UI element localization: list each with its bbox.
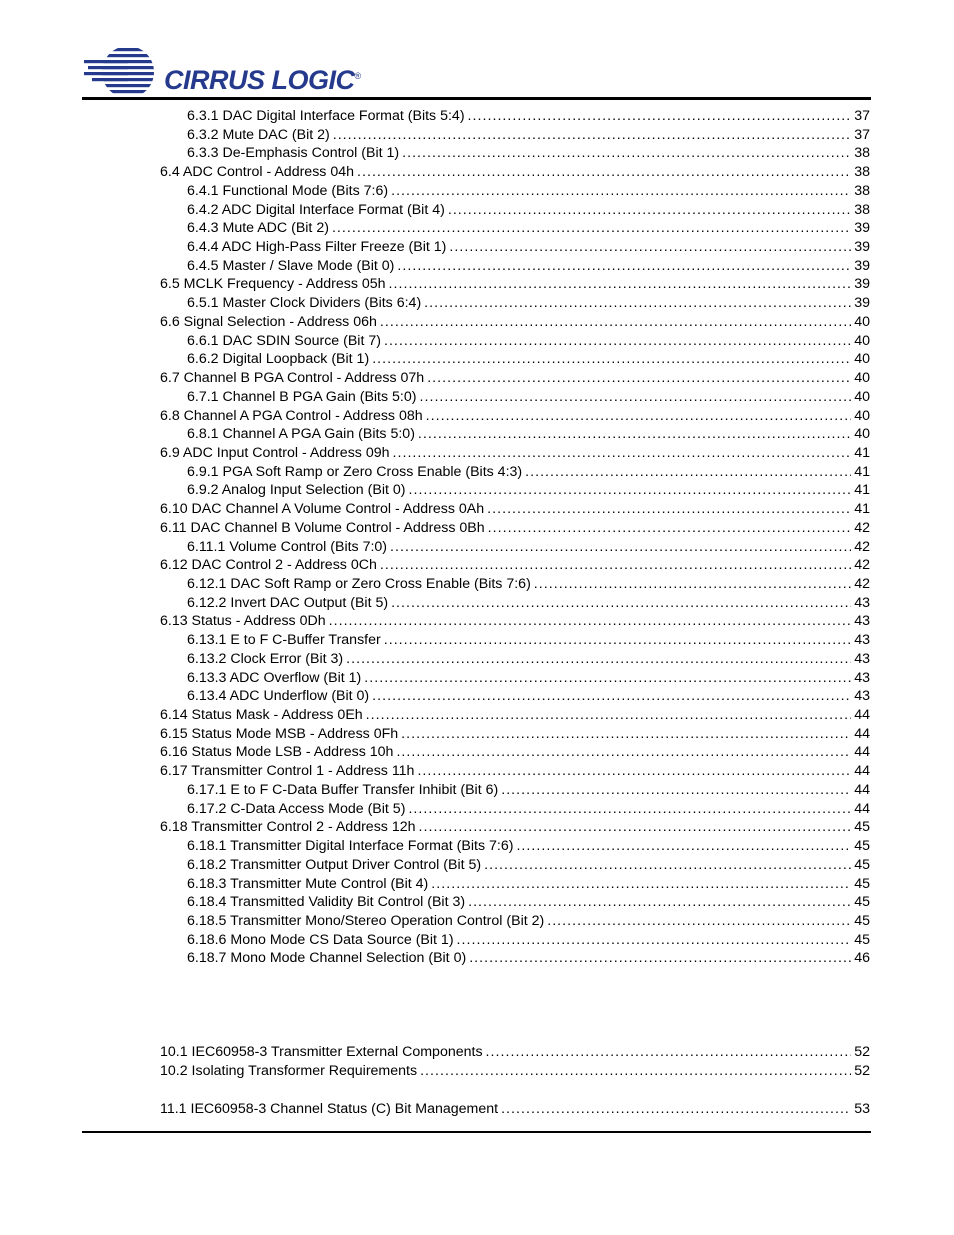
toc-entry-title: 6.12.1 DAC Soft Ramp or Zero Cross Enable (Bits 7:6) bbox=[187, 576, 531, 592]
registered-mark: ® bbox=[354, 71, 361, 81]
toc-leader-dots bbox=[372, 350, 851, 369]
toc-entry-title: 6.9 ADC Input Control - Address 09h bbox=[160, 444, 390, 461]
toc-leader-dots bbox=[469, 949, 851, 968]
toc-leader-dots bbox=[457, 931, 852, 950]
toc-leader-dots bbox=[487, 500, 851, 519]
toc-entry-title: 6.7 Channel B PGA Control - Address 07h bbox=[160, 370, 425, 387]
toc-entry-page: 40 bbox=[854, 388, 870, 405]
toc-leader-dots bbox=[418, 425, 851, 444]
toc-entry[interactable] bbox=[187, 594, 870, 613]
toc-entry-title: 6.9.1 PGA Soft Ramp or Zero Cross Enable (Bits 4:3) bbox=[187, 463, 523, 480]
toc-entry-page: 45 bbox=[854, 931, 870, 948]
toc-entry[interactable] bbox=[160, 163, 870, 182]
toc-leader-dots bbox=[390, 538, 851, 557]
toc-entry-page: 38 bbox=[854, 164, 870, 181]
toc-leader-dots bbox=[332, 219, 851, 238]
toc-leader-dots bbox=[380, 556, 851, 575]
toc-entry-page: 40 bbox=[854, 313, 870, 330]
toc-leader-dots bbox=[389, 275, 852, 294]
toc-leader-dots bbox=[501, 1100, 851, 1119]
toc-entry-page: 38 bbox=[854, 145, 870, 162]
toc-leader-dots bbox=[401, 725, 851, 744]
toc-entry-title: 11.1 IEC60958-3 Channel Status (C) Bit Management bbox=[160, 1101, 499, 1117]
toc-entry-title: 6.3.3 De-Emphasis Control (Bit 1) bbox=[187, 145, 400, 162]
toc-entry-title: 6.4.4 ADC High-Pass Filter Freeze (Bit 1) bbox=[187, 239, 447, 256]
toc-leader-dots bbox=[534, 575, 851, 594]
toc-entry[interactable] bbox=[160, 369, 870, 388]
toc-entry[interactable] bbox=[160, 556, 870, 575]
toc-entry[interactable] bbox=[187, 257, 870, 276]
toc-entry-title: 6.18.4 Transmitted Validity Bit Control (Bit 3) bbox=[187, 894, 466, 911]
toc-entry-page: 44 bbox=[854, 707, 870, 724]
toc-entry[interactable] bbox=[160, 444, 870, 463]
toc-entry-page: 43 bbox=[854, 650, 870, 667]
toc-entry[interactable] bbox=[187, 949, 870, 968]
toc-entry-page: 44 bbox=[854, 763, 870, 780]
brand-name: CIRRUS LOGIC bbox=[164, 65, 355, 95]
toc-entry[interactable] bbox=[160, 519, 870, 538]
toc-entry-title: 6.18.2 Transmitter Output Driver Control (Bit 5) bbox=[187, 856, 482, 873]
toc-entry-page: 38 bbox=[854, 201, 870, 218]
toc-entry[interactable] bbox=[187, 201, 870, 220]
toc-entry[interactable] bbox=[187, 425, 870, 444]
toc-entry-title: 6.4.3 Mute ADC (Bit 2) bbox=[187, 220, 329, 237]
toc-entry[interactable] bbox=[187, 837, 870, 856]
toc-entry-page: 46 bbox=[854, 950, 870, 967]
toc-entry[interactable] bbox=[160, 1100, 870, 1119]
toc-leader-dots bbox=[372, 687, 851, 706]
toc-leader-dots bbox=[420, 388, 852, 407]
toc-leader-dots bbox=[486, 1043, 852, 1062]
toc-entry-title: 6.10 DAC Channel A Volume Control - Address 0Ah bbox=[160, 501, 485, 518]
toc-entry[interactable] bbox=[160, 818, 870, 837]
toc-entry-page: 45 bbox=[854, 875, 870, 892]
toc-leader-dots bbox=[408, 481, 851, 500]
toc-entry-page: 41 bbox=[854, 463, 870, 480]
toc-entry-title: 6.3.1 DAC Digital Interface Format (Bits 5:4) bbox=[187, 108, 465, 124]
toc-leader-dots bbox=[396, 743, 851, 762]
toc-entry-title: 6.14 Status Mask - Address 0Eh bbox=[160, 707, 363, 724]
toc-entry-title: 6.4.2 ADC Digital Interface Format (Bit 4) bbox=[187, 201, 445, 218]
toc-leader-dots bbox=[391, 594, 851, 613]
toc-entry[interactable] bbox=[160, 1062, 870, 1081]
toc-leader-dots bbox=[397, 257, 851, 276]
toc-entry[interactable] bbox=[187, 893, 870, 912]
toc-entry[interactable] bbox=[160, 725, 870, 744]
toc-entry[interactable] bbox=[187, 687, 870, 706]
header-rule bbox=[82, 97, 871, 100]
toc-entry-title: 6.12.2 Invert DAC Output (Bit 5) bbox=[187, 594, 389, 611]
toc-leader-dots bbox=[402, 144, 851, 163]
toc-leader-dots bbox=[448, 201, 851, 220]
toc-leader-dots bbox=[384, 631, 851, 650]
toc-entry-title: 6.18.1 Transmitter Digital Interface Format (Bits 7:6) bbox=[187, 838, 514, 855]
toc-entry-page: 45 bbox=[854, 894, 870, 911]
toc-entry-title: 6.12 DAC Control 2 - Address 0Ch bbox=[160, 557, 377, 574]
toc-entry[interactable] bbox=[187, 856, 870, 875]
toc-entry-title: 6.8 Channel A PGA Control - Address 08h bbox=[160, 407, 423, 424]
toc-leader-dots bbox=[419, 818, 852, 837]
toc-entry-page: 40 bbox=[854, 370, 870, 387]
toc-entry-title: 6.11.1 Volume Control (Bits 7:0) bbox=[187, 538, 388, 555]
toc-entry-title: 6.13 Status - Address 0Dh bbox=[160, 613, 326, 630]
toc-entry-page: 39 bbox=[854, 220, 870, 237]
toc-leader-dots bbox=[516, 837, 851, 856]
toc-entry-title: 6.17.2 C-Data Access Mode (Bit 5) bbox=[187, 800, 406, 817]
toc-entry[interactable] bbox=[160, 612, 870, 631]
toc-entry-page: 45 bbox=[854, 856, 870, 873]
toc-leader-dots bbox=[357, 163, 851, 182]
toc-entry[interactable] bbox=[160, 762, 870, 781]
toc-entry-title: 6.9.2 Analog Input Selection (Bit 0) bbox=[187, 482, 406, 499]
toc-leader-dots bbox=[346, 650, 851, 669]
toc-leader-dots bbox=[468, 893, 851, 912]
toc-entry-title: 6.3.2 Mute DAC (Bit 2) bbox=[187, 126, 330, 143]
toc-entry-title: 10.1 IEC60958-3 Transmitter External Components bbox=[160, 1044, 483, 1060]
toc-entry-page: 40 bbox=[854, 426, 870, 443]
toc-entry-page: 52 bbox=[854, 1063, 870, 1079]
toc-entry[interactable] bbox=[187, 388, 870, 407]
toc-leader-dots bbox=[380, 313, 851, 332]
toc-entry-title: 6.4.1 Functional Mode (Bits 7:6) bbox=[187, 182, 389, 199]
toc-entry-title: 6.4 ADC Control - Address 04h bbox=[160, 164, 354, 181]
toc-entry[interactable] bbox=[187, 182, 870, 201]
toc-leader-dots bbox=[366, 706, 852, 725]
toc-entry-page: 42 bbox=[854, 557, 870, 574]
toc-entry[interactable] bbox=[187, 781, 870, 800]
logo-wordmark bbox=[164, 65, 361, 96]
toc-entry-page: 39 bbox=[854, 295, 870, 312]
toc-entry[interactable] bbox=[187, 875, 870, 894]
toc-entry-page: 44 bbox=[854, 744, 870, 761]
toc-entry-title: 6.13.4 ADC Underflow (Bit 0) bbox=[187, 688, 370, 705]
toc-entry[interactable] bbox=[187, 931, 870, 950]
toc-leader-dots bbox=[408, 800, 851, 819]
toc-entry[interactable] bbox=[160, 275, 870, 294]
toc-entry-page: 37 bbox=[854, 126, 870, 143]
toc-leader-dots bbox=[431, 875, 851, 894]
toc-leader-dots bbox=[384, 332, 851, 351]
toc-entry-page: 52 bbox=[854, 1044, 870, 1060]
toc-entry-title: 6.5.1 Master Clock Dividers (Bits 6:4) bbox=[187, 295, 422, 312]
toc-entry[interactable] bbox=[187, 538, 870, 557]
toc-entry-title: 6.13.3 ADC Overflow (Bit 1) bbox=[187, 669, 362, 686]
toc-entry[interactable] bbox=[187, 912, 870, 931]
toc-entry[interactable] bbox=[187, 126, 870, 145]
toc-entry-page: 42 bbox=[854, 576, 870, 592]
toc-entry-page: 45 bbox=[854, 912, 870, 929]
toc-entry-page: 43 bbox=[854, 688, 870, 705]
cirrus-logic-logo bbox=[82, 44, 362, 100]
toc-entry-page: 40 bbox=[854, 332, 870, 349]
toc-entry-title: 6.18.6 Mono Mode CS Data Source (Bit 1) bbox=[187, 931, 454, 948]
toc-entry[interactable] bbox=[160, 500, 870, 519]
toc-entry-page: 40 bbox=[854, 351, 870, 368]
toc-leader-dots bbox=[393, 444, 852, 463]
toc-entry-title: 6.16 Status Mode LSB - Address 10h bbox=[160, 744, 394, 761]
toc-entry-title: 6.17 Transmitter Control 1 - Address 11h bbox=[160, 763, 415, 780]
toc-entry-page: 45 bbox=[854, 819, 870, 836]
toc-entry[interactable] bbox=[160, 407, 870, 426]
toc-entry-page: 39 bbox=[854, 239, 870, 256]
toc-entry-page: 53 bbox=[854, 1101, 870, 1117]
toc-entry[interactable] bbox=[160, 313, 870, 332]
toc-leader-dots bbox=[329, 612, 852, 631]
toc-entry-page: 39 bbox=[854, 276, 870, 293]
toc-entry-title: 6.6 Signal Selection - Address 06h bbox=[160, 313, 377, 330]
toc-entry[interactable] bbox=[187, 350, 870, 369]
toc-entry-page: 37 bbox=[854, 108, 870, 124]
toc-entry-page: 43 bbox=[854, 613, 870, 630]
toc-leader-dots bbox=[547, 912, 851, 931]
toc-leader-dots bbox=[391, 182, 851, 201]
toc-leader-dots bbox=[426, 407, 852, 426]
toc-entry-title: 6.8.1 Channel A PGA Gain (Bits 5:0) bbox=[187, 426, 415, 443]
toc-entry-page: 41 bbox=[854, 501, 870, 518]
toc-entry-page: 44 bbox=[854, 725, 870, 742]
toc-entry[interactable] bbox=[160, 1043, 870, 1062]
toc-entry[interactable] bbox=[187, 219, 870, 238]
toc-entry-page: 40 bbox=[854, 407, 870, 424]
toc-entry-title: 6.6.1 DAC SDIN Source (Bit 7) bbox=[187, 332, 381, 349]
toc-entry-title: 6.13.2 Clock Error (Bit 3) bbox=[187, 650, 344, 667]
toc-leader-dots bbox=[525, 463, 851, 482]
toc-entry-title: 6.5 MCLK Frequency - Address 05h bbox=[160, 276, 386, 293]
toc-entry-page: 41 bbox=[854, 444, 870, 461]
toc-entry-page: 42 bbox=[854, 538, 870, 555]
toc-entry-page: 38 bbox=[854, 182, 870, 199]
toc-entry-title: 6.15 Status Mode MSB - Address 0Fh bbox=[160, 725, 399, 742]
toc-entry-page: 41 bbox=[854, 482, 870, 499]
toc-entry[interactable] bbox=[187, 575, 870, 594]
toc-entry[interactable] bbox=[187, 238, 870, 257]
toc-entry-page: 44 bbox=[854, 781, 870, 798]
toc-entry[interactable] bbox=[187, 107, 870, 126]
toc-entry[interactable] bbox=[187, 481, 870, 500]
toc-leader-dots bbox=[417, 762, 851, 781]
toc-leader-dots bbox=[333, 126, 852, 145]
toc-leader-dots bbox=[364, 669, 851, 688]
cirrus-swirl-icon bbox=[82, 46, 164, 98]
toc-entry-page: 43 bbox=[854, 594, 870, 611]
toc-entry-title: 6.17.1 E to F C-Data Buffer Transfer Inhibit (Bit 6) bbox=[187, 781, 499, 798]
toc-leader-dots bbox=[424, 294, 851, 313]
toc-entry-page: 42 bbox=[854, 519, 870, 536]
toc-leader-dots bbox=[449, 238, 851, 257]
toc-leader-dots bbox=[501, 781, 851, 800]
toc-entry-title: 6.18.3 Transmitter Mute Control (Bit 4) bbox=[187, 875, 429, 892]
toc-leader-dots bbox=[468, 107, 852, 126]
toc-entry-title: 10.2 Isolating Transformer Requirements bbox=[160, 1063, 418, 1079]
toc-entry-page: 45 bbox=[854, 838, 870, 855]
toc-entry-page: 43 bbox=[854, 669, 870, 686]
footer-rule bbox=[82, 1131, 871, 1133]
toc-leader-dots bbox=[427, 369, 851, 388]
toc-entry-title: 6.4.5 Master / Slave Mode (Bit 0) bbox=[187, 257, 395, 274]
toc-entry-page: 43 bbox=[854, 632, 870, 649]
toc-entry[interactable] bbox=[187, 669, 870, 688]
toc-entry[interactable] bbox=[187, 650, 870, 669]
toc-entry[interactable] bbox=[187, 631, 870, 650]
toc-entry[interactable] bbox=[160, 706, 870, 725]
toc-entry[interactable] bbox=[187, 800, 870, 819]
toc-leader-dots bbox=[420, 1062, 851, 1081]
toc-entry[interactable] bbox=[187, 463, 870, 482]
toc-entry[interactable] bbox=[187, 144, 870, 163]
toc-entry-title: 6.7.1 Channel B PGA Gain (Bits 5:0) bbox=[187, 388, 417, 405]
toc-entry-title: 6.18 Transmitter Control 2 - Address 12h bbox=[160, 819, 416, 836]
toc-entry-title: 6.6.2 Digital Loopback (Bit 1) bbox=[187, 351, 370, 368]
toc-entry-page: 44 bbox=[854, 800, 870, 817]
toc-entry[interactable] bbox=[160, 743, 870, 762]
toc-entry[interactable] bbox=[187, 332, 870, 351]
toc-entry-title: 6.18.5 Transmitter Mono/Stereo Operation Control (Bit 2) bbox=[187, 912, 545, 929]
toc-entry-page: 39 bbox=[854, 257, 870, 274]
toc-entry-title: 6.18.7 Mono Mode Channel Selection (Bit 0) bbox=[187, 950, 467, 967]
toc-entry-title: 6.13.1 E to F C-Buffer Transfer bbox=[187, 632, 381, 649]
toc-leader-dots bbox=[488, 519, 852, 538]
toc-entry[interactable] bbox=[187, 294, 870, 313]
toc-entry-title: 6.11 DAC Channel B Volume Control - Address 0Bh bbox=[160, 519, 485, 536]
toc-leader-dots bbox=[484, 856, 851, 875]
